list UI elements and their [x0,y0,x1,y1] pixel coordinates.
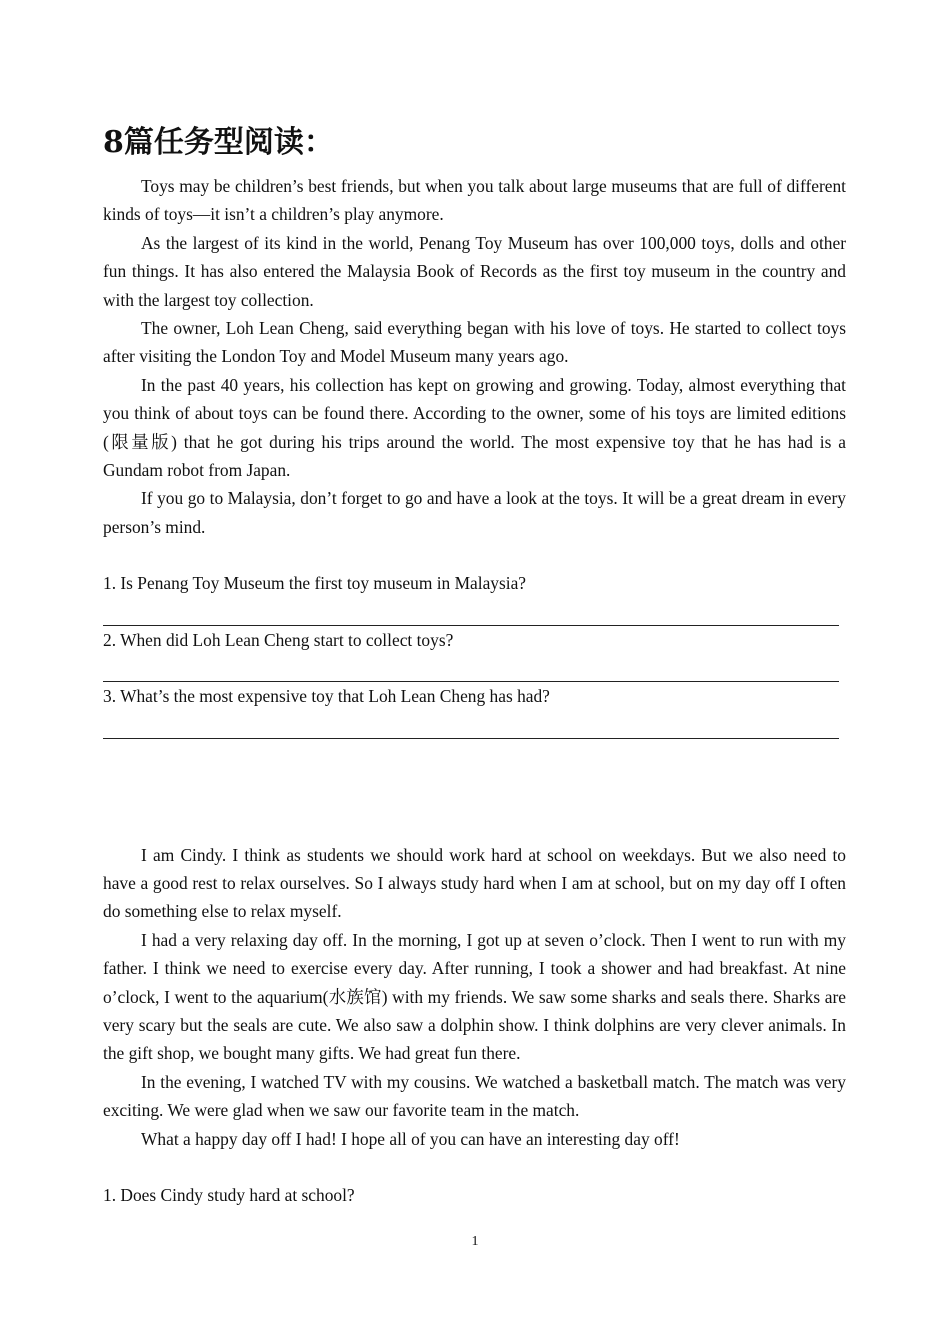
passage-2-paragraph: What a happy day off I had! I hope all of you can have an interesting day off! [141,1128,680,1149]
spacer [103,541,846,569]
answer-line[interactable] [103,598,839,626]
passage-2-paragraph: In the evening, I watched TV with my cousins. We watched a basketball match. The match was very exciting. We were glad when we saw our favorite team in the match. [103,1071,846,1121]
passage-1-paragraph: The owner, Loh Lean Cheng, said everything began with his love of toys. He started to collect toys after visiting the London Toy and Model Museum many years ago. [103,318,846,367]
passage-1-questions [103,569,846,738]
question: 1. Does Cindy study hard at school? [103,1184,355,1205]
passage-1-paragraph: In the past 40 years, his collection has kept on growing and growing. Today, almost everything that you think of about toys can be found there. According to the owner, some of his toys are limited editions (限量版) that he got during his trips around the world. The most expensive toy that he has had is a Gundam robot from Japan. [103,374,846,481]
question: 1. Is Penang Toy Museum the first toy museum in Malaysia? [103,573,527,594]
answer-line[interactable] [103,654,839,682]
passage-1-paragraph: If you go to Malaysia, don’t forget to go and have a look at the toys. It will be a great dream in every person’s mind. [103,488,846,537]
page-number: 1 [471,1234,479,1249]
spacer [103,739,846,841]
question: 3. What’s the most expensive toy that Loh Lean Cheng has had? [103,686,550,707]
passage-2-paragraph: I had a very relaxing day off. In the morning, I got up at seven o’clock. Then I went to run with my father. I think we need to exercise every day. After running, I took a shower and had breakfast. At nine o’clock, I went to the aquarium(水族馆) with my friends. We saw some sharks and seals there. Sharks are very scary but the seals are cute. We also saw a dolphin show. I think dolphins are very clever animals. In the gift shop, we bought many gifts. We had great fun there. [103,929,846,1064]
passage-1 [103,172,846,541]
answer-line[interactable] [103,711,839,739]
spacer [103,1153,846,1181]
passage-2 [103,841,846,1153]
passage-2-questions [103,1181,846,1209]
question: 2. When did Loh Lean Cheng start to collect toys? [103,629,454,650]
document-content [103,118,846,1209]
passage-1-paragraph: As the largest of its kind in the world, Penang Toy Museum has over 100,000 toys, dolls and other fun things. It has also entered the Malaysia Book of Records as the first toy museum in the country and with the largest toy collection. [103,232,846,310]
passage-1-paragraph: Toys may be children’s best friends, but when you talk about large museums that are full of different kinds of toys—it isn’t a children’s play anymore. [103,176,846,225]
passage-2-paragraph: I am Cindy. I think as students we should work hard at school on weekdays. But we also need to have a good rest to relax ourselves. So I always study hard when I am at school, but on my day off I often do something else to relax myself. [103,844,846,922]
page-title: 8篇任务型阅读： [103,125,334,160]
